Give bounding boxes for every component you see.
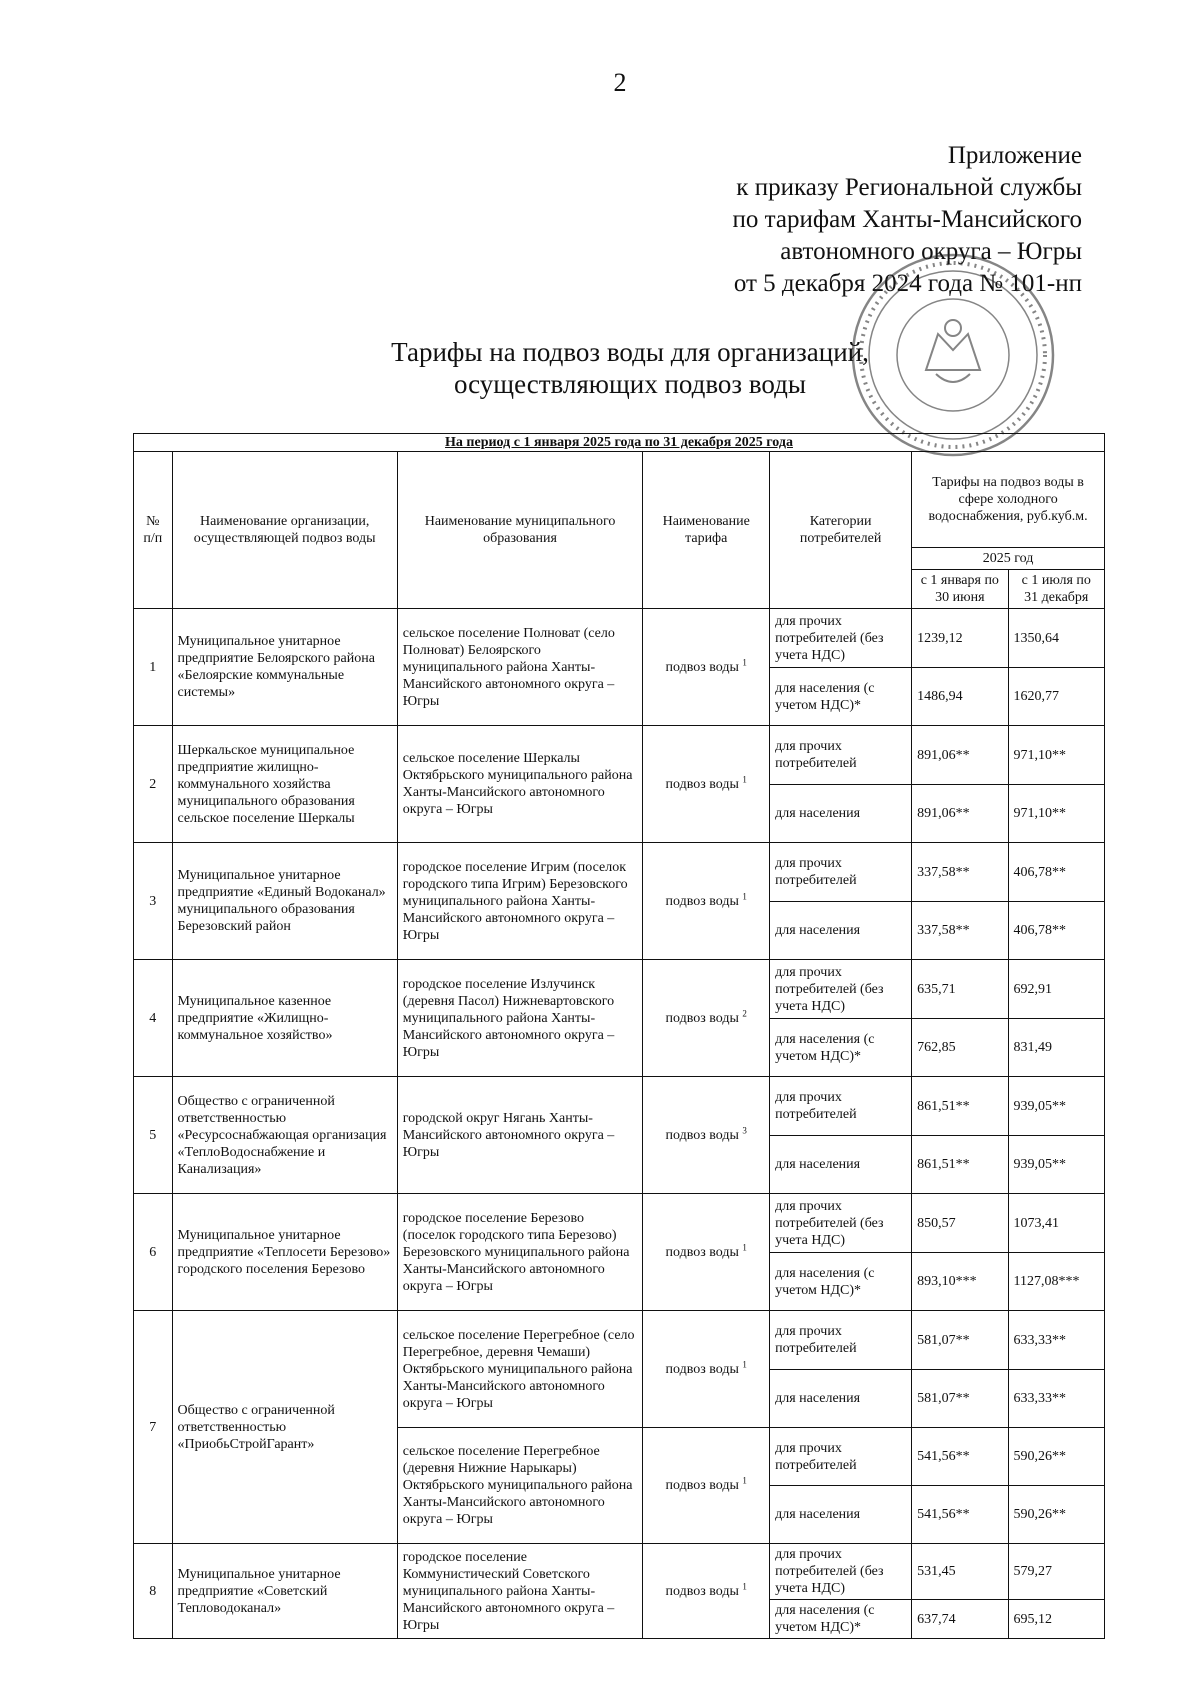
tariff-name <box>643 1194 770 1311</box>
municipality-name: сельское поселение Шеркалы Октябрьского муниципального района Ханты-Мансийского автономного округа – Югры <box>397 726 643 843</box>
tariff-name-text: подвоз воды <box>665 659 739 675</box>
col-header-municipality: Наименование муниципального образования <box>397 452 643 609</box>
col-header-tariff-name: Наименование тарифа <box>643 452 770 609</box>
consumer-category: для населения <box>770 1370 912 1428</box>
consumer-category: для прочих потребителей (без учета НДС) <box>770 960 912 1019</box>
tariff-value-h2: 971,10** <box>1008 785 1104 843</box>
tariff-value-h1: 893,10*** <box>912 1253 1008 1311</box>
tariff-value-h1: 861,51** <box>912 1077 1008 1136</box>
official-seal-stamp <box>848 250 1058 460</box>
tariff-name-text: подвоз воды <box>665 1583 739 1599</box>
consumer-category: для населения <box>770 1486 912 1544</box>
tariff-name-text: подвоз воды <box>665 893 739 909</box>
appendix-line: по тарифам Ханты-Мансийского <box>732 206 1082 233</box>
tariff-value-h2: 1350,64 <box>1008 609 1104 668</box>
tariff-value-h2: 590,26** <box>1008 1486 1104 1544</box>
tariff-value-h1: 581,07** <box>912 1370 1008 1428</box>
footnote-mark: 1 <box>742 1358 747 1369</box>
consumer-category: для населения (с учетом НДС)* <box>770 668 912 726</box>
row-number: 6 <box>134 1194 173 1311</box>
consumer-category: для прочих потребителей <box>770 1311 912 1370</box>
consumer-category: для населения (с учетом НДС)* <box>770 1019 912 1077</box>
footnote-mark: 2 <box>742 1007 747 1018</box>
tariff-value-h1: 1239,12 <box>912 609 1008 668</box>
tariff-name <box>643 1077 770 1194</box>
tariff-value-h2: 1073,41 <box>1008 1194 1104 1253</box>
tariff-value-h1: 581,07** <box>912 1311 1008 1370</box>
municipality-name: городской округ Нягань Ханты-Мансийского автономного округа – Югры <box>397 1077 643 1194</box>
tariff-value-h1: 850,57 <box>912 1194 1008 1253</box>
consumer-category: для прочих потребителей <box>770 1077 912 1136</box>
footnote-mark: 1 <box>742 773 747 784</box>
consumer-category: для прочих потребителей (без учета НДС) <box>770 609 912 668</box>
footnote-mark: 1 <box>742 1580 747 1591</box>
col-header-half1: с 1 января по 30 июня <box>912 570 1008 609</box>
municipality-name: городское поселение Игрим (поселок городского типа Игрим) Березовского муниципального района Ханты-Мансийского автономного округа – Югры <box>397 843 643 960</box>
tariff-name-text: подвоз воды <box>665 1478 739 1493</box>
tariff-value-h1: 531,45 <box>912 1544 1008 1600</box>
tariff-value-h1: 637,74 <box>912 1600 1008 1639</box>
tariff-name <box>643 1311 770 1428</box>
tariff-value-h2: 939,05** <box>1008 1077 1104 1136</box>
tariff-value-h1: 891,06** <box>912 785 1008 843</box>
col-header-num: № п/п <box>134 452 173 609</box>
row-number: 2 <box>134 726 173 843</box>
appendix-line: автономного округа – Югры <box>780 238 1082 265</box>
tariff-value-h2: 579,27 <box>1008 1544 1104 1600</box>
organization-name: Общество с ограниченной ответственностью «ПриобьСтройГарант» <box>172 1311 397 1544</box>
tariff-value-h2: 695,12 <box>1008 1600 1104 1639</box>
tariff-value-h1: 635,71 <box>912 960 1008 1019</box>
document-title <box>330 336 930 400</box>
row-number: 4 <box>134 960 173 1077</box>
tariff-value-h2: 1127,08*** <box>1008 1253 1104 1311</box>
row-number: 8 <box>134 1544 173 1639</box>
tariff-name <box>643 609 770 726</box>
municipality-name: городское поселение Березово (поселок городского типа Березово) Березовского муниципального района Ханты-Мансийского автономного округа – Югры <box>397 1194 643 1311</box>
row-number: 1 <box>134 609 173 726</box>
tariff-name-text: подвоз воды <box>665 1244 739 1260</box>
tariff-value-h1: 541,56** <box>912 1486 1008 1544</box>
tariff-value-h1: 337,58** <box>912 843 1008 902</box>
col-header-half2: с 1 июля по 31 декабря <box>1008 570 1104 609</box>
row-number: 5 <box>134 1077 173 1194</box>
appendix-line: от 5 декабря 2024 года № 101-нп <box>733 270 1082 297</box>
tariff-value-h2: 831,49 <box>1008 1019 1104 1077</box>
tariff-name <box>643 843 770 960</box>
tariff-value-h2: 971,10** <box>1008 726 1104 785</box>
consumer-category: для населения <box>770 902 912 960</box>
tariff-value-h2: 1620,77 <box>1008 668 1104 726</box>
tariff-value-h1: 541,56** <box>912 1428 1008 1486</box>
organization-name: Муниципальное унитарное предприятие «Советский Тепловодоканал» <box>172 1544 397 1639</box>
tariff-name-text: подвоз воды <box>665 1010 739 1026</box>
organization-name: Муниципальное унитарное предприятие «Теплосети Березово» городского поселения Березово <box>172 1194 397 1311</box>
tariff-value-h1: 861,51** <box>912 1136 1008 1194</box>
consumer-category: для населения (с учетом НДС)* <box>770 1600 912 1639</box>
period-header: На период с 1 января 2025 года по 31 декабря 2025 года <box>134 434 1105 452</box>
tariff-value-h1: 1486,94 <box>912 668 1008 726</box>
consumer-category: для населения <box>770 1136 912 1194</box>
consumer-category: для прочих потребителей <box>770 726 912 785</box>
tariff-name <box>643 1428 770 1544</box>
appendix-line: Приложение <box>947 142 1082 169</box>
tariff-name <box>643 726 770 843</box>
organization-name: Шеркальское муниципальное предприятие жилищно-коммунального хозяйства муниципального образования сельское поселение Шеркалы <box>172 726 397 843</box>
footnote-mark: 1 <box>742 1241 747 1252</box>
tariff-value-h2: 633,33** <box>1008 1370 1104 1428</box>
footnote-mark: 1 <box>742 656 747 667</box>
col-header-category: Категории потребителей <box>770 452 912 609</box>
consumer-category: для прочих потребителей (без учета НДС) <box>770 1194 912 1253</box>
tariff-value-h2: 590,26** <box>1008 1428 1104 1486</box>
organization-name: Общество с ограниченной ответственностью «Ресурсоснабжающая организация «ТеплоВодоснабжение и Канализация» <box>172 1077 397 1194</box>
tariff-value-h1: 337,58** <box>912 902 1008 960</box>
title-line: осуществляющих подвоз воды <box>453 369 807 399</box>
municipality-name: сельское поселение Полноват (село Полноват) Белоярского муниципального района Ханты-Мансийского автономного округа – Югры <box>397 609 643 726</box>
row-number: 3 <box>134 843 173 960</box>
organization-name: Муниципальное казенное предприятие «Жилищно-коммунальное хозяйство» <box>172 960 397 1077</box>
col-header-year: 2025 год <box>912 548 1105 570</box>
organization-name: Муниципальное унитарное предприятие «Единый Водоканал» муниципального образования Березовский район <box>172 843 397 960</box>
tariff-name-text: подвоз воды <box>665 776 739 792</box>
footnote-mark: 1 <box>742 890 747 901</box>
tariff-value-h2: 939,05** <box>1008 1136 1104 1194</box>
consumer-category: для прочих потребителей (без учета НДС) <box>770 1544 912 1600</box>
tariff-value-h2: 406,78** <box>1008 843 1104 902</box>
appendix-line: к приказу Региональной службы <box>736 174 1082 201</box>
tariff-table <box>133 433 1105 1639</box>
consumer-category: для прочих потребителей <box>770 1428 912 1486</box>
tariff-name <box>643 1544 770 1639</box>
consumer-category: для населения (с учетом НДС)* <box>770 1253 912 1311</box>
footnote-mark: 3 <box>742 1124 747 1135</box>
municipality-name: городское поселение Излучинск (деревня Пасол) Нижневартовского муниципального района Ханты-Мансийского автономного округа – Югры <box>397 960 643 1077</box>
tariff-name-text: подвоз воды <box>665 1127 739 1143</box>
organization-name: Муниципальное унитарное предприятие Белоярского района «Белоярские коммунальные системы» <box>172 609 397 726</box>
municipality-name: сельское поселение Перегребное (село Перегребное, деревня Чемаши) Октябрьского муниципального района Ханты-Мансийского автономного округа – Югры <box>397 1311 643 1428</box>
tariff-value-h1: 891,06** <box>912 726 1008 785</box>
consumer-category: для прочих потребителей <box>770 843 912 902</box>
footnote-mark: 1 <box>742 1475 747 1486</box>
row-number: 7 <box>134 1311 173 1544</box>
consumer-category: для населения <box>770 785 912 843</box>
tariff-value-h2: 692,91 <box>1008 960 1104 1019</box>
municipality-name: сельское поселение Перегребное (деревня Нижние Нарыкары) Октябрьского муниципального района Ханты-Мансийского автономного округа – Югры <box>397 1428 643 1544</box>
col-header-tariffs: Тарифы на подвоз воды в сфере холодного водоснабжения, руб.куб.м. <box>912 452 1105 548</box>
tariff-name <box>643 960 770 1077</box>
title-line: Тарифы на подвоз воды для организаций, <box>391 337 869 367</box>
tariff-value-h2: 633,33** <box>1008 1311 1104 1370</box>
page-number: 2 <box>613 68 627 97</box>
col-header-organization: Наименование организации, осуществляющей подвоз воды <box>172 452 397 609</box>
tariff-name-text: подвоз воды <box>665 1361 739 1377</box>
municipality-name: городское поселение Коммунистический Советского муниципального района Ханты-Мансийского автономного округа – Югры <box>397 1544 643 1639</box>
tariff-value-h1: 762,85 <box>912 1019 1008 1077</box>
tariff-value-h2: 406,78** <box>1008 902 1104 960</box>
